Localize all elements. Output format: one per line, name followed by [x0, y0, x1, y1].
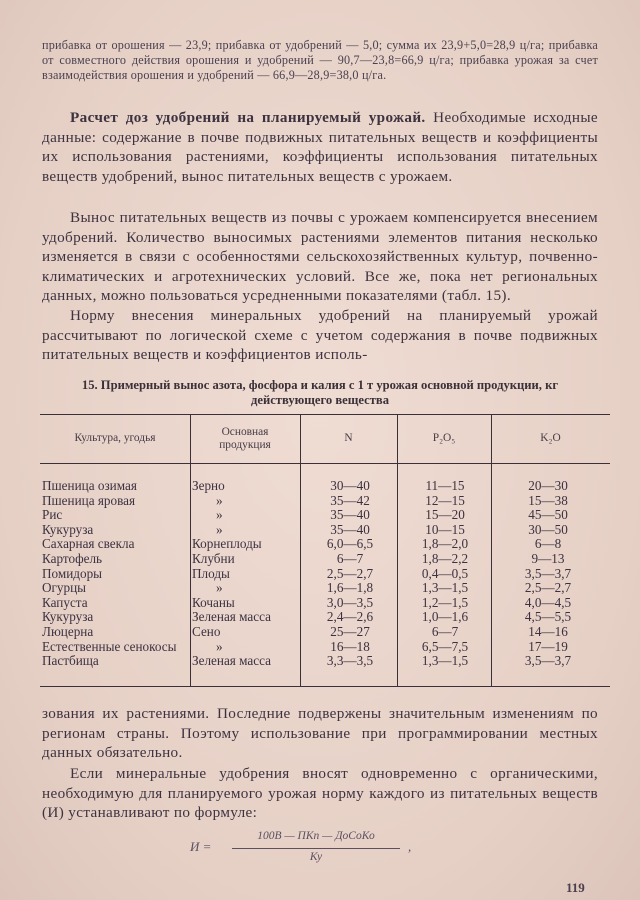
cell-product: »	[216, 638, 223, 654]
cell-p2o5: 11—15	[425, 478, 465, 493]
table-header-rule	[40, 463, 610, 464]
table-row	[40, 479, 610, 493]
table-row	[40, 654, 610, 668]
header-product: Основная продукция	[219, 426, 271, 451]
cell-crop: Люцерна	[42, 624, 94, 639]
cell-n: 3,0—3,5	[326, 594, 374, 610]
cell-k2o: 4,0—4,5	[524, 594, 572, 610]
cell-crop: Пастбища	[42, 653, 99, 669]
intro-paragraph: прибавка от орошения — 23,9; прибавка от удобрений — 5,0; сумма их 23,9+5,0=28,9 ц/га; прибавка от совместного действия орошения и удобрений — 90,7—23,8=66,9 ц/га; прибавка урожая за счет взаимодействия орошения и удобрений — 66,9—28,9=38,0 ц/га.	[42, 38, 598, 82]
cell-n: 6—7	[336, 551, 364, 566]
cell-n: 2,5—2,7	[326, 565, 374, 581]
formula-numerator: 100В — ПКп — ДоСоКо	[257, 830, 375, 842]
cell-n: 2,4—2,6	[326, 609, 374, 625]
section-paragraph-1-text: Необходимые исходные данные: содержание в почве подвижных питательных веществ и коэффициенты их использования растениями, коэффициенты использования питательных веществ удобрений, вынос питательных веществ с урожаем.	[42, 109, 598, 185]
table-bottom-rule	[40, 686, 610, 687]
cell-p2o5: 12—15	[425, 492, 465, 508]
cell-crop: Рис	[42, 507, 63, 523]
formula-denominator: Ку	[309, 851, 323, 863]
cell-crop: Кукуруза	[42, 609, 94, 625]
header-crop: Культура, угодья	[74, 432, 156, 444]
cell-k2o: 17—19	[528, 638, 568, 654]
cell-k2o: 14—16	[528, 624, 568, 639]
table-caption: 15. Примерный вынос азота, фосфора и калия с 1 т урожая основной продукции, кг действующего вещества	[81, 378, 559, 407]
cell-crop: Картофель	[42, 551, 103, 566]
cell-crop: Пшеница яровая	[42, 492, 136, 508]
cell-crop: Кукуруза	[42, 521, 94, 537]
cell-n: 35—42	[330, 492, 370, 508]
cell-n: 35—40	[330, 521, 370, 537]
cell-k2o: 4,5—5,5	[524, 609, 572, 625]
cell-p2o5: 1,0—1,6	[421, 609, 469, 625]
cell-k2o: 30—50	[528, 521, 568, 537]
cell-k2o: 3,5—3,7	[524, 565, 572, 581]
table-row	[40, 640, 610, 654]
cell-product: Зерно	[192, 478, 225, 493]
table-row	[40, 596, 610, 610]
cell-p2o5: 15—20	[425, 507, 465, 523]
cell-k2o: 9—13	[531, 551, 565, 566]
table-row	[40, 508, 610, 522]
cell-product: Корнеплоды	[192, 536, 262, 552]
cell-crop: Капуста	[42, 594, 88, 610]
section-paragraph-3: Норму внесения минеральных удобрений на планируемый урожай рассчитывают по логической схеме с учетом содержания в почве подвижных питательных веществ и коэффициентов исполь-	[42, 307, 598, 364]
section-paragraph-2: Вынос питательных веществ из почвы с урожаем компенсируется внесением удобрений. Количество выносимых растениями элементов питания несколько изменяется в связи с особенностями сельскохозяйственных культур, почвенно-климатических и агротехнических условий. Все же, пока нет региональных данных, можно пользоваться усредненными показателями (табл. 15).	[42, 209, 598, 305]
cell-p2o5: 6—7	[431, 624, 459, 639]
table-row	[40, 625, 610, 639]
after-paragraph-2: Если минеральные удобрения вносят одновременно с органическими, необходимую для планируемого урожая норму каждого из питательных веществ (И) устанавливают по формуле:	[42, 765, 598, 822]
table-row	[40, 523, 610, 537]
cell-p2o5: 6,5—7,5	[421, 638, 469, 654]
cell-n: 30—40	[330, 478, 370, 493]
after-paragraph-1: зования их растениями. Последние подвержены значительным изменениям по регионам страны. Поэтому использование при программировании местных данных обязательно.	[42, 705, 598, 762]
cell-p2o5: 1,2—1,5	[421, 594, 469, 610]
header-k2o: K₂O	[540, 432, 561, 444]
cell-product: »	[216, 521, 223, 537]
cell-n: 1,6—1,8	[326, 580, 374, 596]
cell-k2o: 6—8	[534, 536, 562, 552]
header-p2o5: P₂O₅	[432, 432, 456, 444]
cell-product: »	[216, 580, 223, 596]
table-top-rule	[40, 414, 610, 415]
cell-product: »	[216, 507, 223, 523]
formula-lhs: И =	[190, 839, 212, 854]
cell-p2o5: 1,3—1,5	[421, 580, 469, 596]
cell-n: 3,3—3,5	[326, 653, 374, 669]
cell-k2o: 45—50	[528, 507, 568, 523]
cell-product: »	[216, 492, 223, 508]
cell-product: Зеленая масса	[192, 609, 271, 625]
section-heading: Расчет доз удобрений на планируемый урожай.	[70, 109, 426, 126]
formula-fraction-bar	[232, 848, 400, 849]
table-row	[40, 494, 610, 508]
cell-n: 6,0—6,5	[326, 536, 374, 552]
cell-crop: Огурцы	[42, 580, 87, 596]
cell-product: Клубни	[192, 551, 235, 566]
formula-trail: ,	[408, 839, 412, 854]
table-row	[40, 567, 610, 581]
cell-product: Плоды	[192, 565, 230, 581]
cell-k2o: 2,5—2,7	[524, 580, 572, 596]
cell-k2o: 3,5—3,7	[524, 653, 572, 669]
section-paragraph-1	[42, 108, 598, 186]
cell-k2o: 20—30	[528, 478, 568, 493]
cell-n: 25—27	[330, 624, 370, 639]
cell-p2o5: 10—15	[425, 521, 465, 537]
cell-product: Кочаны	[192, 594, 235, 610]
cell-p2o5: 1,3—1,5	[421, 653, 469, 669]
cell-crop: Сахарная свекла	[42, 536, 135, 552]
cell-crop: Естественные сенокосы	[42, 638, 177, 654]
header-n: N	[344, 432, 353, 444]
table-row	[40, 610, 610, 624]
cell-crop: Пшеница озимая	[42, 478, 137, 493]
cell-p2o5: 0,4—0,5	[421, 565, 469, 581]
cell-n: 16—18	[330, 638, 370, 654]
cell-product: Зеленая масса	[192, 653, 271, 669]
cell-n: 35—40	[330, 507, 370, 523]
table-row	[40, 552, 610, 566]
cell-crop: Помидоры	[42, 565, 103, 581]
table-row	[40, 581, 610, 595]
cell-k2o: 15—38	[528, 492, 568, 508]
page-number: 119	[566, 880, 585, 895]
table-row	[40, 537, 610, 551]
cell-p2o5: 1,8—2,2	[421, 551, 469, 566]
cell-p2o5: 1,8—2,0	[421, 536, 469, 552]
cell-product: Сено	[192, 624, 221, 639]
